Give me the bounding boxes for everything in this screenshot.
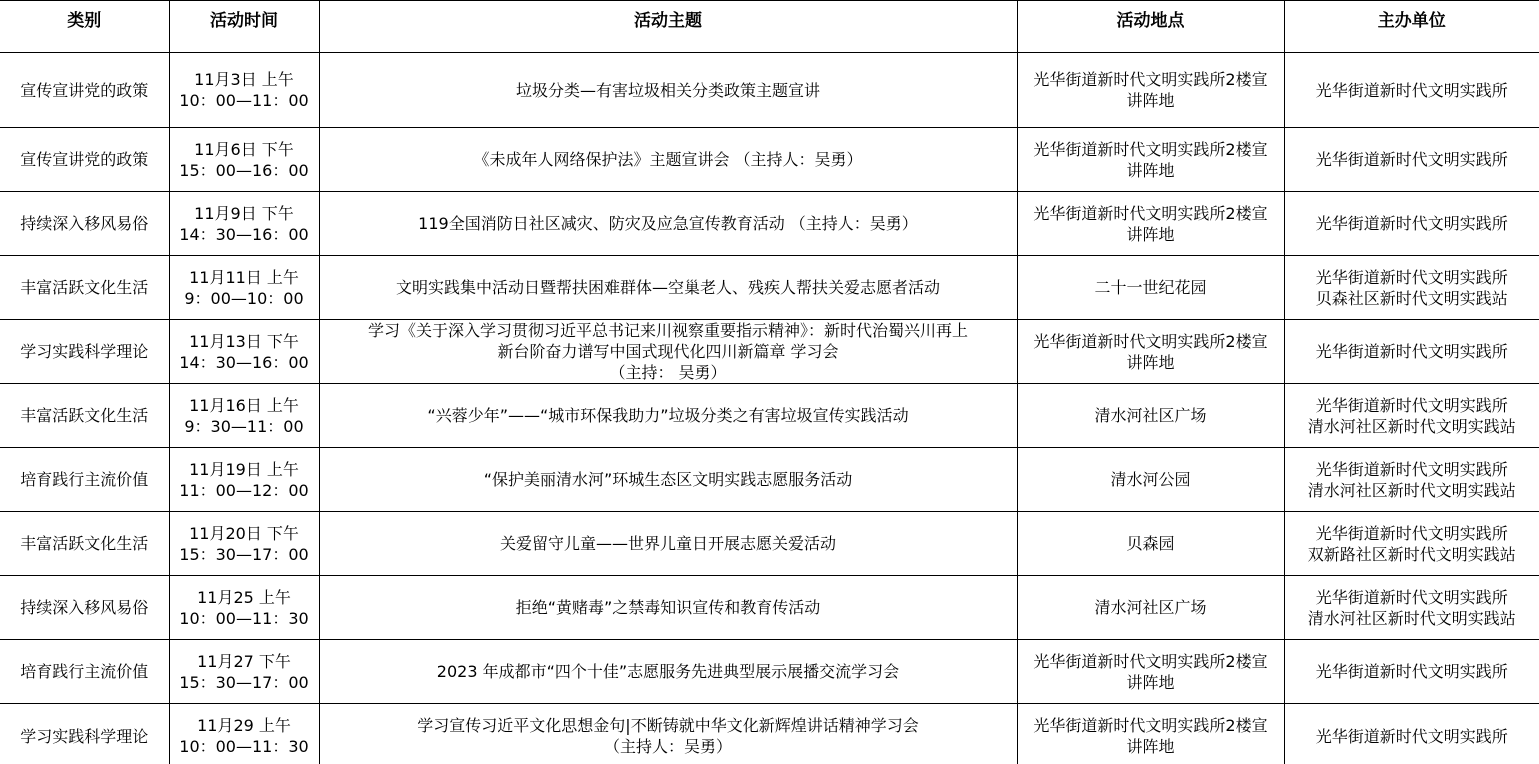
topic-cell-line: 119全国消防日社区减灾、防灾及应急宣传教育活动 （主持人：吴勇） (418, 214, 918, 233)
table-row (0, 512, 1539, 576)
host-cell (1284, 384, 1539, 448)
topic-cell-line: 拒绝“黄赌毒”之禁毒知识宣传和教育传活动 (515, 598, 821, 617)
time-cell-line: 11月29 上午 (197, 716, 291, 736)
host-cell (1284, 576, 1539, 640)
host-cell-line: 清水河社区新时代文明实践站 (1307, 416, 1516, 436)
table-row (0, 576, 1539, 640)
table-body (0, 53, 1539, 764)
venue-cell-line: 讲阵地 (1126, 224, 1175, 244)
venue-cell-line: 光华街道新时代文明实践所2楼宣 (1033, 651, 1268, 671)
venue-cell (1017, 576, 1284, 640)
topic-cell-line: 2023 年成都市“四个十佳”志愿服务先进典型展示展播交流学习会 (436, 662, 900, 681)
topic-cell-line: 文明实践集中活动日暨帮扶困难群体—空巢老人、残疾人帮扶关爱志愿者活动 (395, 278, 940, 297)
venue-cell (1017, 128, 1284, 192)
category-cell: 培育践行主流价值 (0, 448, 169, 512)
time-cell-line: 11月16日 上午 (189, 395, 299, 415)
host-cell-line: 光华街道新时代文明实践所 (1315, 662, 1508, 681)
table-row (0, 256, 1539, 320)
venue-cell (1017, 320, 1284, 384)
table-row (0, 320, 1539, 384)
time-cell-line: 11月19日 上午 (189, 459, 299, 479)
category-cell: 持续深入移风易俗 (0, 192, 169, 256)
table-row (0, 192, 1539, 256)
time-cell (169, 384, 319, 448)
time-cell-line: 15：30—17：00 (179, 544, 309, 564)
venue-cell (1017, 53, 1284, 128)
topic-cell (319, 384, 1017, 448)
topic-cell (319, 192, 1017, 256)
time-cell-line: 9：30—11：00 (184, 416, 304, 436)
host-cell-line: 贝森社区新时代文明实践站 (1315, 288, 1508, 308)
time-cell-line: 15：00—16：00 (179, 160, 309, 180)
table-row (0, 704, 1539, 764)
topic-cell (319, 512, 1017, 576)
host-cell (1284, 704, 1539, 764)
topic-cell-line: 新台阶奋力谱写中国式现代化四川新篇章 学习会 (497, 342, 839, 361)
venue-cell-line: 光华街道新时代文明实践所2楼宣 (1033, 139, 1268, 159)
category-cell: 丰富活跃文化生活 (0, 256, 169, 320)
time-cell (169, 192, 319, 256)
venue-cell (1017, 704, 1284, 764)
host-cell (1284, 320, 1539, 384)
time-cell (169, 704, 319, 764)
topic-cell-line: “兴蓉少年”——“城市环保我助力”垃圾分类之有害垃圾宣传实践活动 (427, 406, 909, 425)
topic-cell-line: 垃圾分类—有害垃圾相关分类政策主题宣讲 (515, 80, 820, 100)
category-cell: 持续深入移风易俗 (0, 576, 169, 640)
topic-cell-line: 学习《关于深入学习贯彻习近平总书记来川视察重要指示精神》：新时代治蜀兴川再上 (367, 321, 968, 340)
time-cell-line: 11月6日 下午 (194, 139, 294, 159)
topic-cell-line: 关爱留守儿童——世界儿童日开展志愿关爱活动 (499, 534, 836, 553)
topic-cell (319, 53, 1017, 128)
host-cell-line: 光华街道新时代文明实践所 (1315, 342, 1508, 361)
host-cell (1284, 53, 1539, 128)
header-time: 活动时间 (169, 1, 319, 53)
host-cell (1284, 512, 1539, 576)
time-cell (169, 448, 319, 512)
time-cell-line: 9：00—10：00 (184, 288, 304, 308)
table-row (0, 128, 1539, 192)
venue-cell-line: 讲阵地 (1126, 737, 1175, 757)
header-venue: 活动地点 (1017, 1, 1284, 53)
host-cell-line: 双新路社区新时代文明实践站 (1307, 544, 1516, 564)
topic-cell (319, 128, 1017, 192)
venue-cell-line: 光华街道新时代文明实践所2楼宣 (1033, 70, 1268, 89)
topic-cell (319, 576, 1017, 640)
host-cell-line: 清水河社区新时代文明实践站 (1307, 608, 1516, 628)
topic-cell (319, 256, 1017, 320)
time-cell-line: 10：00—11：30 (179, 737, 309, 757)
time-cell-line: 11月20日 下午 (189, 523, 299, 543)
category-cell: 培育践行主流价值 (0, 640, 169, 704)
topic-cell-line: “保护美丽清水河”环城生态区文明实践志愿服务活动 (483, 470, 853, 489)
venue-cell-line: 光华街道新时代文明实践所2楼宣 (1033, 203, 1268, 223)
host-cell (1284, 128, 1539, 192)
host-cell-line: 光华街道新时代文明实践所 (1315, 726, 1508, 746)
time-cell-line: 15：30—17：00 (179, 672, 309, 692)
time-cell (169, 640, 319, 704)
venue-cell-line: 讲阵地 (1126, 91, 1175, 110)
category-cell: 学习实践科学理论 (0, 320, 169, 384)
host-cell (1284, 256, 1539, 320)
topic-cell-line: （主持人：吴勇） (603, 737, 732, 757)
category-cell: 学习实践科学理论 (0, 704, 169, 764)
header-category: 类别 (0, 1, 169, 53)
venue-cell-line: 讲阵地 (1126, 672, 1175, 692)
venue-cell-line: 光华街道新时代文明实践所2楼宣 (1033, 331, 1268, 351)
time-cell-line: 11月13日 下午 (189, 331, 299, 351)
host-cell-line: 光华街道新时代文明实践所 (1315, 80, 1508, 100)
time-cell (169, 256, 319, 320)
venue-cell (1017, 448, 1284, 512)
host-cell (1284, 448, 1539, 512)
time-cell-line: 11：00—12：00 (179, 480, 309, 500)
topic-cell-line: （主持： 吴勇） (609, 363, 727, 382)
topic-cell (319, 320, 1017, 384)
time-cell-line: 10：00—11：30 (179, 608, 309, 628)
table-header (0, 1, 1539, 53)
venue-cell-line: 二十一世纪花园 (1094, 278, 1207, 297)
host-cell-line: 光华街道新时代文明实践所 (1315, 150, 1508, 169)
time-cell-line: 10：00—11：00 (179, 91, 309, 110)
topic-cell (319, 640, 1017, 704)
host-cell-line: 光华街道新时代文明实践所 (1315, 395, 1508, 415)
host-cell-line: 光华街道新时代文明实践所 (1315, 523, 1508, 543)
venue-cell-line: 讲阵地 (1126, 352, 1175, 372)
venue-cell (1017, 640, 1284, 704)
time-cell-line: 14：30—16：00 (179, 352, 309, 372)
table-row (0, 448, 1539, 512)
time-cell (169, 53, 319, 128)
time-cell-line: 11月9日 下午 (194, 203, 294, 223)
topic-cell (319, 704, 1017, 764)
host-cell-line: 光华街道新时代文明实践所 (1315, 214, 1508, 233)
category-cell: 丰富活跃文化生活 (0, 512, 169, 576)
header-topic: 活动主题 (319, 1, 1017, 53)
header-host: 主办单位 (1284, 1, 1539, 53)
venue-cell-line: 清水河社区广场 (1094, 406, 1207, 425)
table-row (0, 640, 1539, 704)
venue-cell-line: 清水河公园 (1110, 470, 1191, 489)
host-cell (1284, 640, 1539, 704)
category-cell: 宣传宣讲党的政策 (0, 53, 169, 128)
time-cell-line: 11月3日 上午 (194, 70, 294, 89)
venue-cell (1017, 512, 1284, 576)
time-cell-line: 14：30—16：00 (179, 224, 309, 244)
category-cell: 丰富活跃文化生活 (0, 384, 169, 448)
topic-cell-line: 学习宣传习近平文化思想金句|不断铸就中华文化新辉煌讲话精神学习会 (417, 716, 919, 736)
host-cell (1284, 192, 1539, 256)
header-row (0, 1, 1539, 53)
table-row (0, 53, 1539, 128)
time-cell-line: 11月25 上午 (197, 587, 291, 607)
host-cell-line: 光华街道新时代文明实践所 (1315, 267, 1508, 287)
host-cell-line: 光华街道新时代文明实践所 (1315, 587, 1508, 607)
venue-cell-line: 贝森园 (1126, 534, 1175, 553)
topic-cell-line: 《未成年人网络保护法》主题宣讲会 （主持人：吴勇） (473, 150, 863, 169)
time-cell (169, 128, 319, 192)
venue-cell (1017, 256, 1284, 320)
host-cell-line: 清水河社区新时代文明实践站 (1307, 480, 1516, 500)
time-cell (169, 576, 319, 640)
venue-cell (1017, 192, 1284, 256)
host-cell-line: 光华街道新时代文明实践所 (1315, 459, 1508, 479)
topic-cell (319, 448, 1017, 512)
venue-cell-line: 讲阵地 (1126, 160, 1175, 180)
venue-cell-line: 清水河社区广场 (1094, 598, 1207, 617)
time-cell-line: 11月27 下午 (197, 651, 291, 671)
time-cell-line: 11月11日 上午 (189, 267, 299, 287)
venue-cell (1017, 384, 1284, 448)
category-cell: 宣传宣讲党的政策 (0, 128, 169, 192)
time-cell (169, 512, 319, 576)
time-cell (169, 320, 319, 384)
venue-cell-line: 光华街道新时代文明实践所2楼宣 (1033, 716, 1268, 736)
table-row (0, 384, 1539, 448)
